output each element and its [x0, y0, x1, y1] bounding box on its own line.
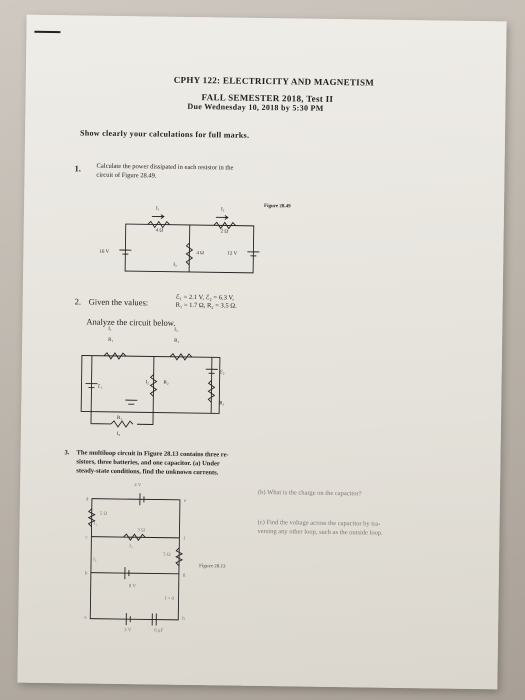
q3-node-e: e — [183, 498, 187, 504]
q1-r1-label: 4 Ω — [155, 228, 164, 234]
q1-text-line2: circuit of Figure 28.49. — [96, 171, 157, 180]
q3-part-c-line2: versing any other loop, such as the outside loop. — [257, 527, 383, 537]
term-line: FALL SEMESTER 2018, Test II — [201, 92, 334, 104]
q1-i3-label: I₃ — [173, 262, 177, 268]
q1-i2-label: I₂ — [220, 207, 225, 213]
q1-r3-label: 4 Ω — [196, 251, 204, 257]
q2-r1d-label: R₁ — [117, 415, 123, 422]
q3-text-line3: steady-state conditions, find the unknown currents. — [76, 467, 219, 477]
q3-text-line1: The multiloop circuit in Figure 28.13 contains three re- — [76, 449, 229, 459]
q1-text-line1: Calculate the power dissipated in each resistor in the — [96, 162, 234, 172]
q2-i3-label: I₃ — [174, 327, 178, 333]
circuit-figure-28-13 — [78, 490, 210, 632]
q3-8v-label: 8 V — [128, 584, 137, 590]
q3-node-a: a — [84, 615, 87, 621]
circuit-figure-28-49 — [103, 196, 274, 278]
q3-i1-label: I₁ — [93, 521, 98, 527]
q2-analyze-line: Analyze the circuit below. — [86, 316, 176, 328]
q2-given-label: Given the values: — [88, 296, 149, 308]
instructions: Show clearly your calculations for full marks. — [79, 128, 250, 140]
q3-node-h: h — [182, 616, 185, 622]
q3-part-b: (b) What is the charge on the capacitor? — [257, 488, 362, 498]
q2-i2-label: I₂ — [145, 380, 150, 386]
q2-r1b-label: R₁ — [174, 338, 180, 344]
q2-i2b-label: I₂ — [116, 431, 121, 438]
course-title: CPHY 122: ELECTRICITY AND MAGNETISM — [173, 74, 375, 88]
q1-v2-label: 12 V — [227, 251, 238, 257]
q1-figure-label: Figure 28.49 — [263, 204, 291, 210]
q3-figure-label: Figure 28.13 — [198, 564, 226, 570]
q2-number: 2. — [74, 296, 82, 307]
q3-i3-label: I₃ — [129, 544, 133, 550]
exam-paper — [17, 15, 506, 690]
q2-e2-label: ℰ₂ — [219, 370, 225, 376]
q3-part-c-line1: (c) Find the voltage across the capacitor by tra- — [257, 518, 381, 528]
q2-r2-label: R₂ — [163, 380, 169, 386]
staple-mark — [34, 31, 60, 33]
q1-i1-label: I₁ — [155, 206, 160, 212]
q1-v1-label: 16 V — [99, 249, 110, 255]
q3-number: 3. — [64, 449, 70, 457]
q3-node-c: c — [85, 535, 88, 541]
q1-r2-label: 2 Ω — [220, 229, 229, 235]
q3-text-line2: sistors, three batteries, and one capacitor. (a) Under — [76, 458, 220, 468]
q2-e1-label: ℰ₁ — [97, 384, 103, 390]
q3-cap-label: 6 μF — [154, 628, 164, 634]
q1-number: 1. — [74, 163, 81, 174]
q3-node-f: f — [183, 536, 186, 542]
q2-r1c-label: R₁ — [219, 401, 225, 407]
q2-i1-label: I₁ — [108, 326, 112, 332]
q3-5ohm-label: 5 Ω — [99, 511, 108, 517]
q2-values-line2: R₁ = 1.7 Ω, R₂ = 3.5 Ω. — [175, 301, 237, 310]
q3-node-d: d — [85, 497, 89, 503]
q3-node-b: b — [84, 571, 88, 577]
q2-r1a-label: R₁ — [108, 337, 114, 343]
q3-3v-label: 3 V — [124, 628, 132, 634]
due-line: Due Wednesday 10, 2018 by 5:30 PM — [187, 101, 324, 113]
q3-i0-label: I = 0 — [164, 596, 175, 602]
q3-i2-label: I₂ — [93, 557, 97, 563]
q3-4v-label: 4 V — [134, 483, 142, 489]
q3-3ohm-label: 3 Ω — [137, 528, 145, 534]
q2-values-line1: ℰ₁ = 2.1 V, ℰ₂ = 6.3 V, — [175, 293, 234, 302]
q3-5ohm-b-label: 5 Ω — [163, 552, 171, 558]
q3-node-g: g — [182, 572, 186, 578]
